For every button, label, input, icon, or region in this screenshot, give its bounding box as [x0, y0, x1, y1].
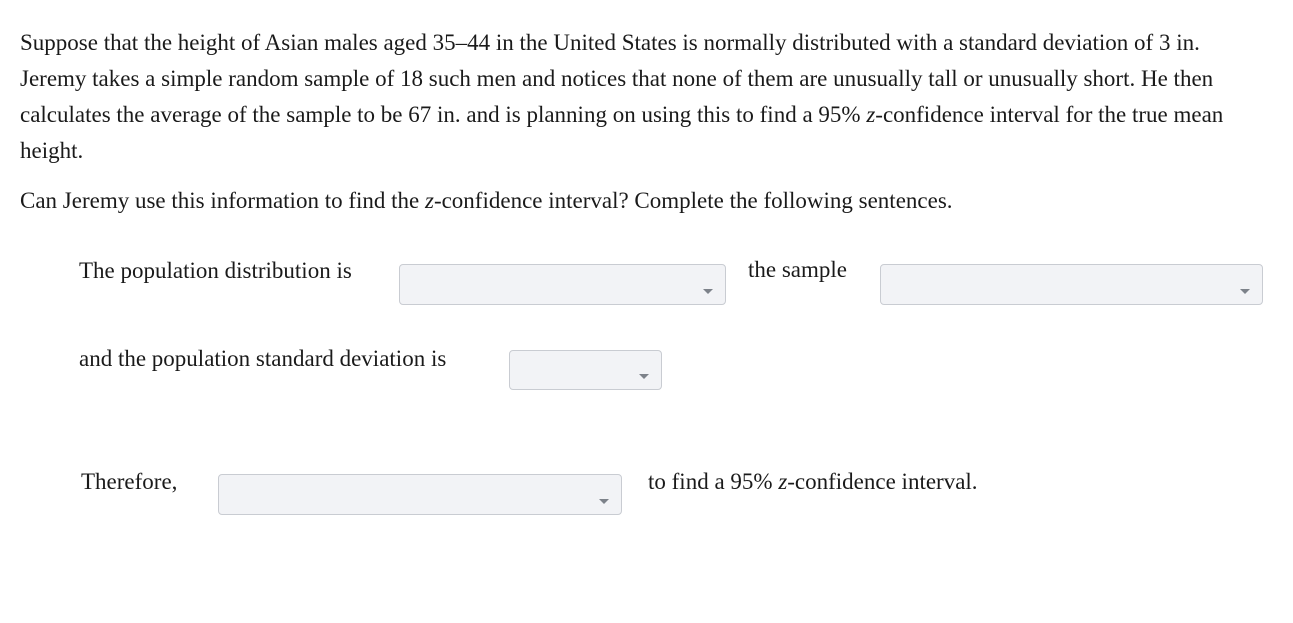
question-text-part1: Can Jeremy use this information to find the: [20, 188, 425, 213]
problem-text-part1: Suppose that the height of Asian males aged 35–44 in the United States is normally distributed with a standard deviation of 3 in. Jeremy takes a simple random sample of 18 such men and notices that none of them are unusually tall or unusually short. He then calculates the average of the sample to be 67 in. and is planning on using this to find a 95%: [20, 30, 1214, 127]
therefore-label: Therefore,: [81, 469, 178, 494]
chevron-down-icon: [639, 374, 649, 379]
population-sd-label: and the population standard deviation is: [79, 346, 447, 371]
problem-text-part2: -confidence interval for the true mean height.: [20, 102, 1224, 163]
chevron-down-icon: [1240, 289, 1250, 294]
question-text-part2: -confidence interval? Complete the following sentences.: [433, 188, 953, 213]
therefore-dropdown[interactable]: [218, 474, 622, 515]
chevron-down-icon: [703, 289, 713, 294]
sample-dropdown[interactable]: [880, 264, 1263, 305]
z-variable: z: [424, 188, 434, 213]
problem-statement: [20, 25, 1270, 169]
confidence-interval-end-text: [648, 467, 978, 497]
end-text-part2: -confidence interval.: [787, 469, 978, 494]
question-prompt: [20, 183, 1270, 219]
end-text-part1: to find a 95%: [648, 469, 779, 494]
chevron-down-icon: [599, 499, 609, 504]
population-sd-dropdown[interactable]: [509, 350, 662, 390]
population-distribution-label: The population distribution is: [79, 258, 352, 283]
population-distribution-dropdown[interactable]: [399, 264, 726, 305]
z-variable: z: [866, 102, 876, 127]
sample-label: the sample: [748, 257, 847, 282]
z-variable: z: [778, 469, 788, 494]
